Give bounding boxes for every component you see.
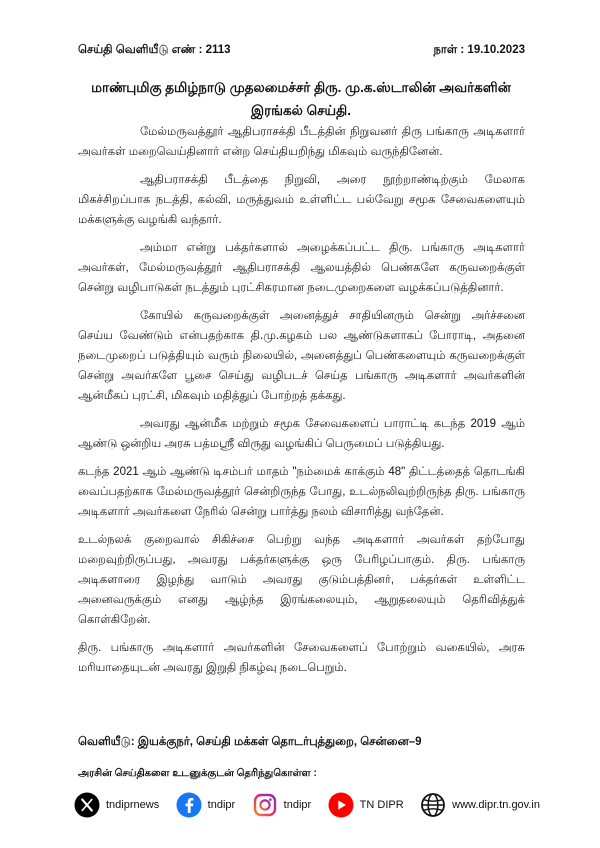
paragraph-6: கடந்த 2021 ஆம் ஆண்டு டிசம்பர் மாதம் "நம்மைக் காக்கும் 48" திட்டத்தைத் தொடங்கி வைப்பதற்காக மேல்மருவத்தூர் சென்றிருந்த போது, உடல்நலிவுற்றிருந்த திரு. பங்காரு அடிகளார் அவர்களை நேரில் சென்று பார்த்து நலம் விசாரித்து வந்தேன். xyxy=(78,466,525,518)
social-instagram xyxy=(252,792,312,818)
title-line-1: மாண்புமிகு தமிழ்நாடு முதலமைச்சர் திரு. மு.க.ஸ்டாலின் அவர்களின் xyxy=(91,80,511,95)
social-website xyxy=(420,792,540,818)
release-header xyxy=(78,42,525,58)
document-title xyxy=(70,76,532,122)
youtube-handle: TN DIPR xyxy=(359,799,404,811)
release-date: நாள் : 19.10.2023 xyxy=(433,44,525,56)
paragraph-3: அம்மா என்று பக்தர்களால் அழைக்கப்பட்ட திரு. பங்காரு அடிகளார் அவர்கள், மேல்மருவத்தூர் ஆதிபராசக்தி ஆலயத்தில் பெண்களே கருவறைக்குள் சென்று வழிபாடுகள் நடத்தும் புரட்சிகரமான நடைமுறைகளை வழக்கப்படுத்தினார். xyxy=(78,242,525,294)
paragraph-4: கோயில் கருவறைக்குள் அனைத்துச் சாதியினரும் சென்று அர்ச்சனை செய்ய வேண்டும் என்பதற்காக தி.மு.கழகம் பல ஆண்டுகளாகப் போராடி, அதனை நடைமுறைப் படுத்தியும் வரும் நிலையில், அனைத்துப் பெண்களையும் கருவறைக்குள் சென்று அவர்களே பூசை செய்து வழிபடச் செய்த பங்காரு அடிகளார் அவர்களின் ஆன்மீகப் புரட்சி, மிகவும் மதித்துப் போற்றத் தக்கது. xyxy=(78,310,525,402)
youtube-icon xyxy=(328,792,354,818)
paragraph-5: அவரது ஆன்மீக மற்றும் சமூக சேவைகளைப் பாராட்டி கடந்த 2019 ஆம் ஆண்டு ஒன்றிய அரசு பத்மஸ்ரீ விருது வழங்கிப் பெருமைப் படுத்தியது. xyxy=(78,418,525,450)
x-icon xyxy=(74,792,100,818)
issued-by: வெளியீடு: இயக்குநர், செய்தி மக்கள் தொடர்புத்துறை, சென்னை–9 xyxy=(78,736,422,748)
social-facebook xyxy=(176,792,236,818)
follow-prompt: அரசின் செய்திகளை உடனுக்குடன் தெரிந்துகொள்ள : xyxy=(78,768,317,779)
website-url: www.dipr.tn.gov.in xyxy=(452,799,540,811)
paragraph-1: மேல்மருவத்தூர் ஆதிபராசக்தி பீடத்தின் நிறுவனர் திரு பங்காரு அடிகளார் அவர்கள் மறைவெய்தினார் என்ற செய்தியறிந்து மிகவும் வருந்தினேன். xyxy=(78,126,525,158)
social-youtube xyxy=(328,792,404,818)
instagram-handle: tndipr xyxy=(283,799,312,811)
title-line-2: இரங்கல் செய்தி. xyxy=(251,103,351,118)
message-body xyxy=(78,122,525,724)
globe-icon xyxy=(420,792,446,818)
facebook-handle: tndipr xyxy=(207,799,236,811)
social-x xyxy=(74,792,159,818)
release-number: செய்தி வெளியீடு எண் : 2113 xyxy=(78,44,231,56)
paragraph-7: உடல்நலக் குறைவால் சிகிச்சை பெற்று வந்த அடிகளார் அவர்கள் தற்போது மறைவுற்றிருப்பது, அவரது பக்தர்களுக்கு ஒரு பேரிழப்பாகும். திரு. பங்காரு அடிகளாரை இழந்து வாடும் அவரது குடும்பத்தினர், பக்தர்கள் உள்ளிட்ட அனைவருக்கும் எனது ஆழ்ந்த இரங்கலையும், ஆறுதலையும் தெரிவித்துக் கொள்கிறேன். xyxy=(78,534,525,626)
instagram-icon xyxy=(252,792,278,818)
facebook-icon xyxy=(176,792,202,818)
social-links xyxy=(74,790,540,820)
x-handle: tndiprnews xyxy=(106,799,160,811)
paragraph-2: ஆதிபராசக்தி பீடத்தை நிறுவி, அரை நூற்றாண்டிற்கும் மேலாக மிகச்சிறப்பாக நடத்தி, கல்வி, மருத்துவம் உள்ளிட்ட பல்வேறு சமூக சேவைகளையும் மக்களுக்கு வழங்கி வந்தார். xyxy=(78,174,525,226)
paragraph-8: திரு. பங்காரு அடிகளார் அவர்களின் சேவைகளைப் போற்றும் வகையில், அரசு மரியாதையுடன் அவரது இறுதி நிகழ்வு நடைபெறும். xyxy=(78,642,525,674)
